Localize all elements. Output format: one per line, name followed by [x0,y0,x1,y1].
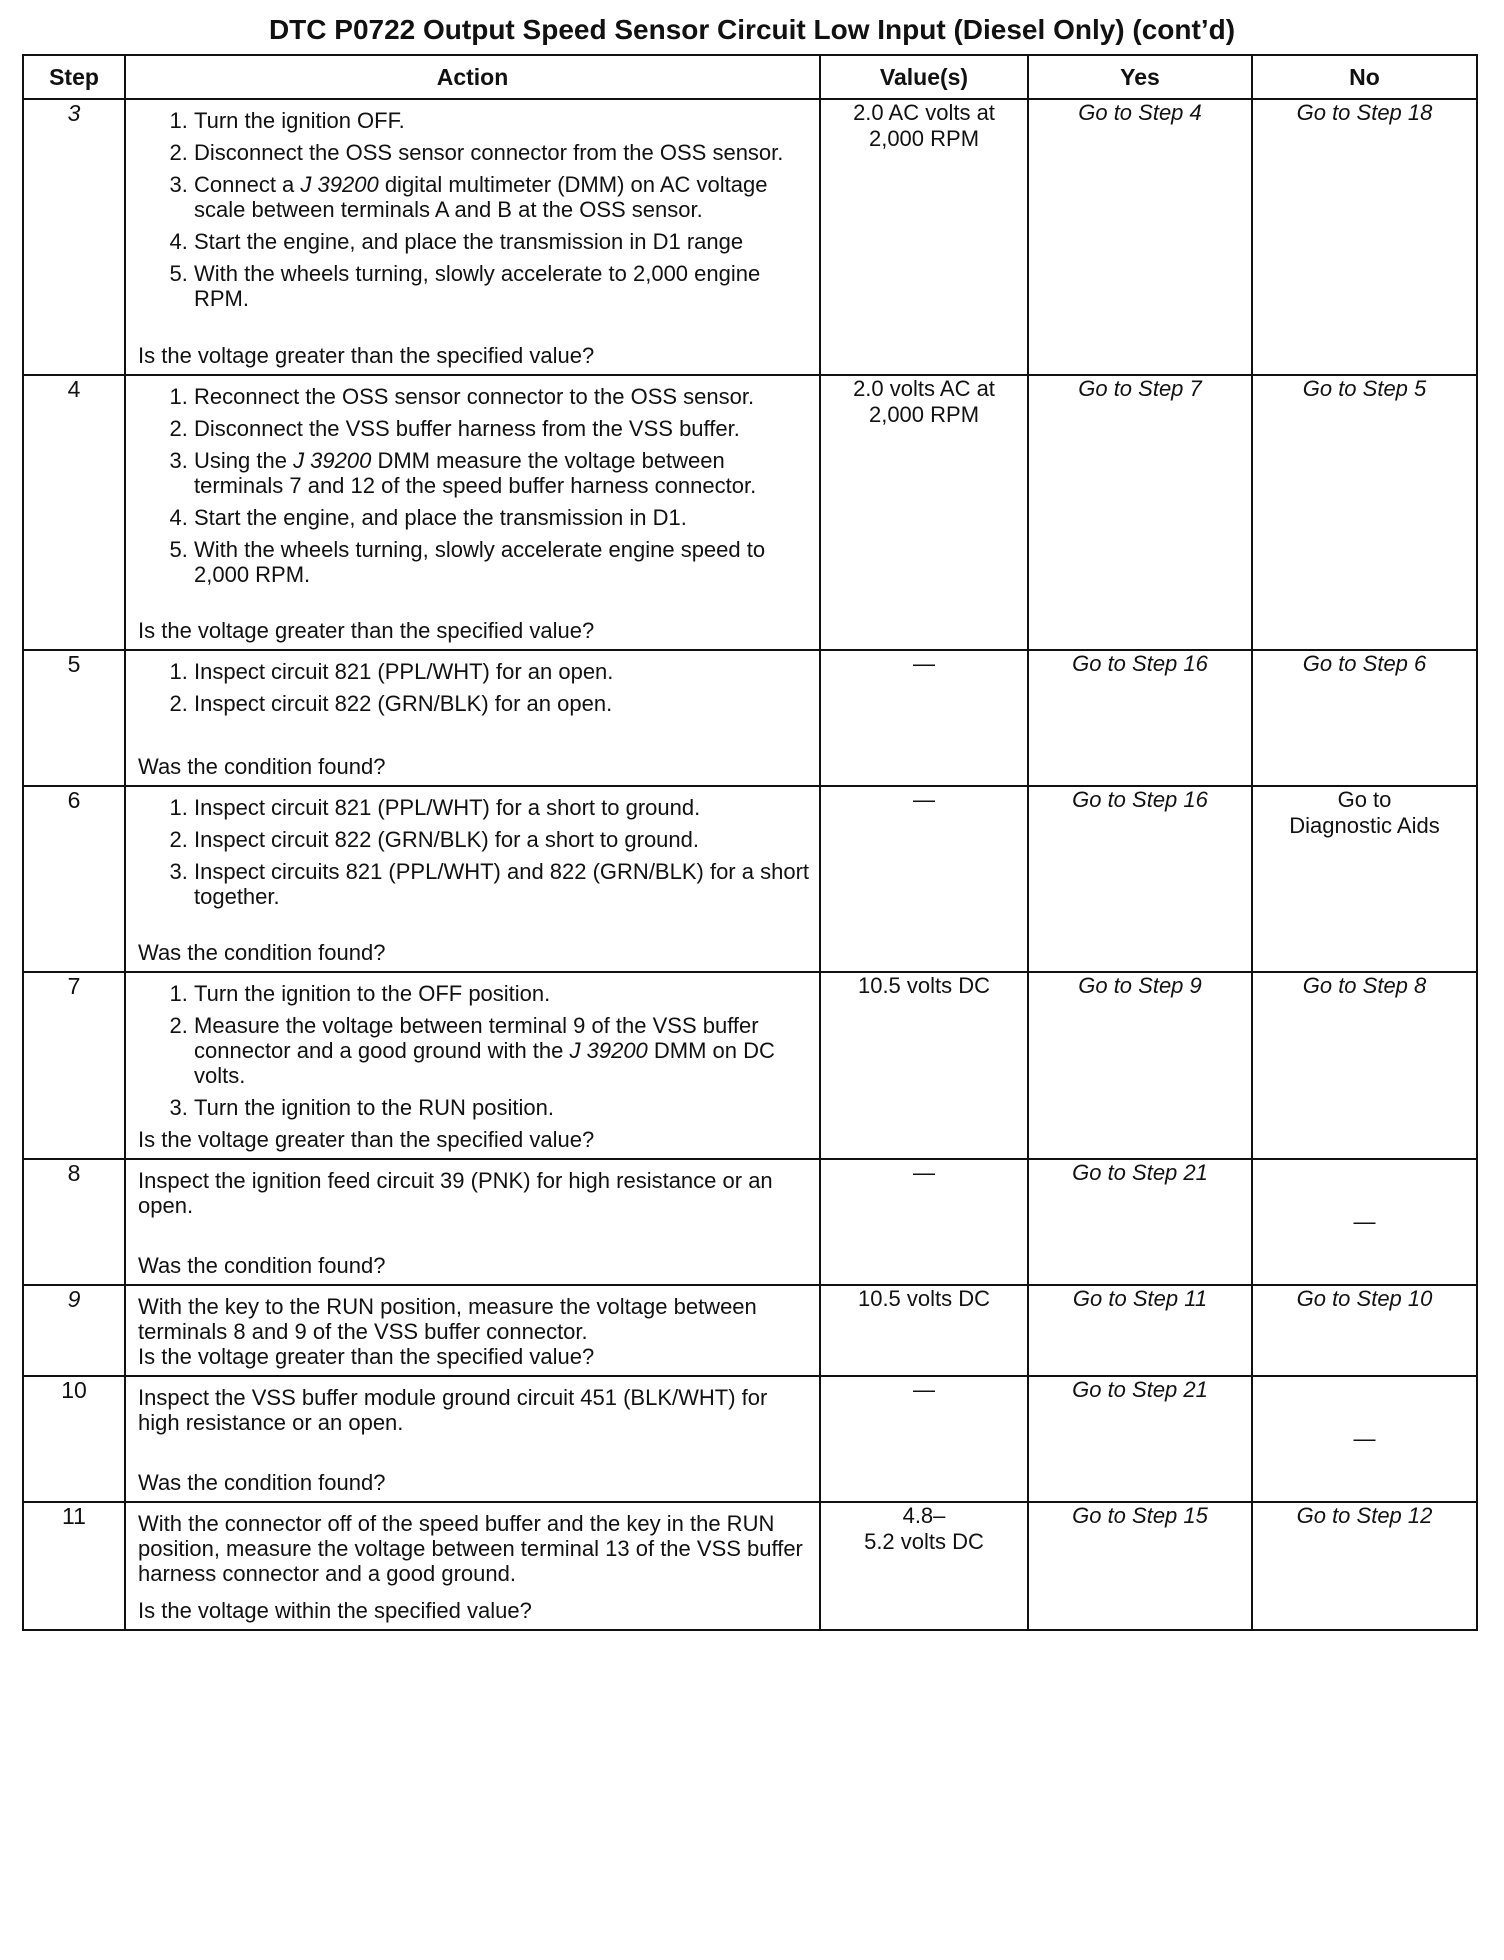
action-question: Is the voltage greater than the specified value? [138,618,595,643]
header-values: Value(s) [820,55,1028,99]
value-cell: — [820,1376,1028,1502]
yes-cell: Go to Step 7 [1028,375,1252,650]
value-cell: 2.0 volts AC at 2,000 RPM [820,375,1028,650]
action-instructions [138,659,809,723]
action-step: 4. Start the engine, and place the transmission in D1. [194,505,809,530]
action-question: Is the voltage greater than the specified value? [138,1344,595,1369]
action-instructions [138,384,809,594]
page-title: DTC P0722 Output Speed Sensor Circuit Low Input (Diesel Only) (cont’d) [268,14,1236,45]
value-cell: — [820,650,1028,786]
header-step: Step [23,55,125,99]
action-cell [125,786,820,972]
no-cell: Go to Diagnostic Aids [1252,786,1477,972]
action-cell [125,375,820,650]
value-cell: 10.5 volts DC [820,1285,1028,1376]
yes-cell: Go to Step 15 [1028,1502,1252,1630]
yes-cell: Go to Step 16 [1028,786,1252,972]
action-content [126,1160,819,1284]
tool-name: J 39200 [300,172,379,197]
action-step: 2. Measure the voltage between terminal 9 of the VSS buffer connector and a good ground with the J 39200 DMM on DC volts. [194,1013,809,1088]
value-cell: 4.8– 5.2 volts DC [820,1502,1028,1630]
diagnostic-table [22,54,1478,1631]
value-cell: — [820,1159,1028,1285]
action-content [126,1286,819,1375]
tool-name: J 39200 [293,448,372,473]
header-yes: Yes [1028,55,1252,99]
table-row [23,1502,1477,1630]
tool-name: J 39200 [569,1038,648,1063]
action-step: 1. Inspect circuit 821 (PPL/WHT) for a short to ground. [194,795,809,820]
action-step: 3. Inspect circuits 821 (PPL/WHT) and 822 (GRN/BLK) for a short together. [194,859,809,909]
table-row [23,99,1477,375]
value-cell: 10.5 volts DC [820,972,1028,1159]
action-steps [138,108,809,311]
action-content [126,1377,819,1501]
action-step: 3. Using the J 39200 DMM measure the voltage between terminals 7 and 12 of the speed buffer harness connector. [194,448,809,498]
step-cell: 10 [23,1376,125,1502]
action-instructions [138,1511,809,1586]
action-steps [138,659,809,716]
no-cell: Go to Step 18 [1252,99,1477,375]
action-step: 5. With the wheels turning, slowly accelerate to 2,000 engine RPM. [194,261,809,311]
value-cell: 2.0 AC volts at 2,000 RPM [820,99,1028,375]
action-question: Was the condition found? [138,1470,386,1495]
table-row [23,972,1477,1159]
action-steps [138,384,809,587]
action-steps [138,795,809,909]
action-question: Is the voltage within the specified value? [138,1598,532,1623]
no-cell: Go to Step 10 [1252,1285,1477,1376]
action-content [126,787,819,971]
no-cell: — [1252,1159,1477,1285]
action-step: 2. Inspect circuit 822 (GRN/BLK) for a short to ground. [194,827,809,852]
step-cell: 6 [23,786,125,972]
action-instructions [138,981,809,1127]
action-cell [125,1376,820,1502]
action-steps [138,981,809,1120]
action-step: 4. Start the engine, and place the transmission in D1 range [194,229,809,254]
action-cell [125,1159,820,1285]
action-question: Was the condition found? [138,940,386,965]
no-cell: — [1252,1376,1477,1502]
action-content [126,376,819,649]
step-cell: 7 [23,972,125,1159]
yes-cell: Go to Step 9 [1028,972,1252,1159]
action-step: 1. Turn the ignition OFF. [194,108,809,133]
step-cell: 4 [23,375,125,650]
action-cell [125,1502,820,1630]
step-cell: 3 [23,99,125,375]
value-cell: — [820,786,1028,972]
step-cell: 8 [23,1159,125,1285]
action-question: Is the voltage greater than the specified value? [138,343,595,368]
action-step: 1. Reconnect the OSS sensor connector to the OSS sensor. [194,384,809,409]
header-no: No [1252,55,1477,99]
action-step: 1. Inspect circuit 821 (PPL/WHT) for an open. [194,659,809,684]
step-cell: 9 [23,1285,125,1376]
action-content [126,100,819,374]
yes-cell: Go to Step 21 [1028,1376,1252,1502]
action-content [126,973,819,1158]
table-row [23,1376,1477,1502]
yes-cell: Go to Step 4 [1028,99,1252,375]
table-row [23,1159,1477,1285]
action-instructions [138,1294,809,1344]
header-action: Action [125,55,820,99]
action-instructions [138,795,809,916]
action-cell [125,1285,820,1376]
table-row [23,650,1477,786]
action-question: Is the voltage greater than the specified value? [138,1127,595,1152]
yes-cell: Go to Step 11 [1028,1285,1252,1376]
action-question: Was the condition found? [138,1253,386,1278]
action-content [126,1503,819,1629]
action-question: Was the condition found? [138,754,386,779]
no-cell: Go to Step 6 [1252,650,1477,786]
action-cell [125,650,820,786]
action-text: Inspect the ignition feed circuit 39 (PNK) for high resistance or an open. [138,1168,773,1218]
action-cell [125,99,820,375]
yes-cell: Go to Step 16 [1028,650,1252,786]
action-step: 2. Inspect circuit 822 (GRN/BLK) for an open. [194,691,809,716]
action-text: With the key to the RUN position, measure the voltage between terminals 8 and 9 of the VSS buffer connector. [138,1294,757,1344]
action-text: With the connector off of the speed buffer and the key in the RUN position, measure the voltage between terminal 13 of the VSS buffer harness connector and a good ground. [138,1511,803,1586]
action-content [126,651,819,785]
action-step: 3. Connect a J 39200 digital multimeter (DMM) on AC voltage scale between terminals A and B at the OSS sensor. [194,172,809,222]
action-instructions [138,108,809,318]
step-cell: 11 [23,1502,125,1630]
action-instructions [138,1168,809,1218]
action-step: 2. Disconnect the OSS sensor connector from the OSS sensor. [194,140,809,165]
no-cell: Go to Step 5 [1252,375,1477,650]
yes-cell: Go to Step 21 [1028,1159,1252,1285]
table-row [23,1285,1477,1376]
table-row [23,375,1477,650]
no-cell: Go to Step 8 [1252,972,1477,1159]
action-text: Inspect the VSS buffer module ground circuit 451 (BLK/WHT) for high resistance or an open. [138,1385,768,1435]
step-cell: 5 [23,650,125,786]
no-cell: Go to Step 12 [1252,1502,1477,1630]
table-row [23,786,1477,972]
action-instructions [138,1385,809,1435]
action-step: 2. Disconnect the VSS buffer harness from the VSS buffer. [194,416,809,441]
action-step: 3. Turn the ignition to the RUN position. [194,1095,809,1120]
table-header-row [23,55,1477,99]
action-step: 5. With the wheels turning, slowly accelerate engine speed to 2,000 RPM. [194,537,809,587]
action-cell [125,972,820,1159]
action-step: 1. Turn the ignition to the OFF position. [194,981,809,1006]
